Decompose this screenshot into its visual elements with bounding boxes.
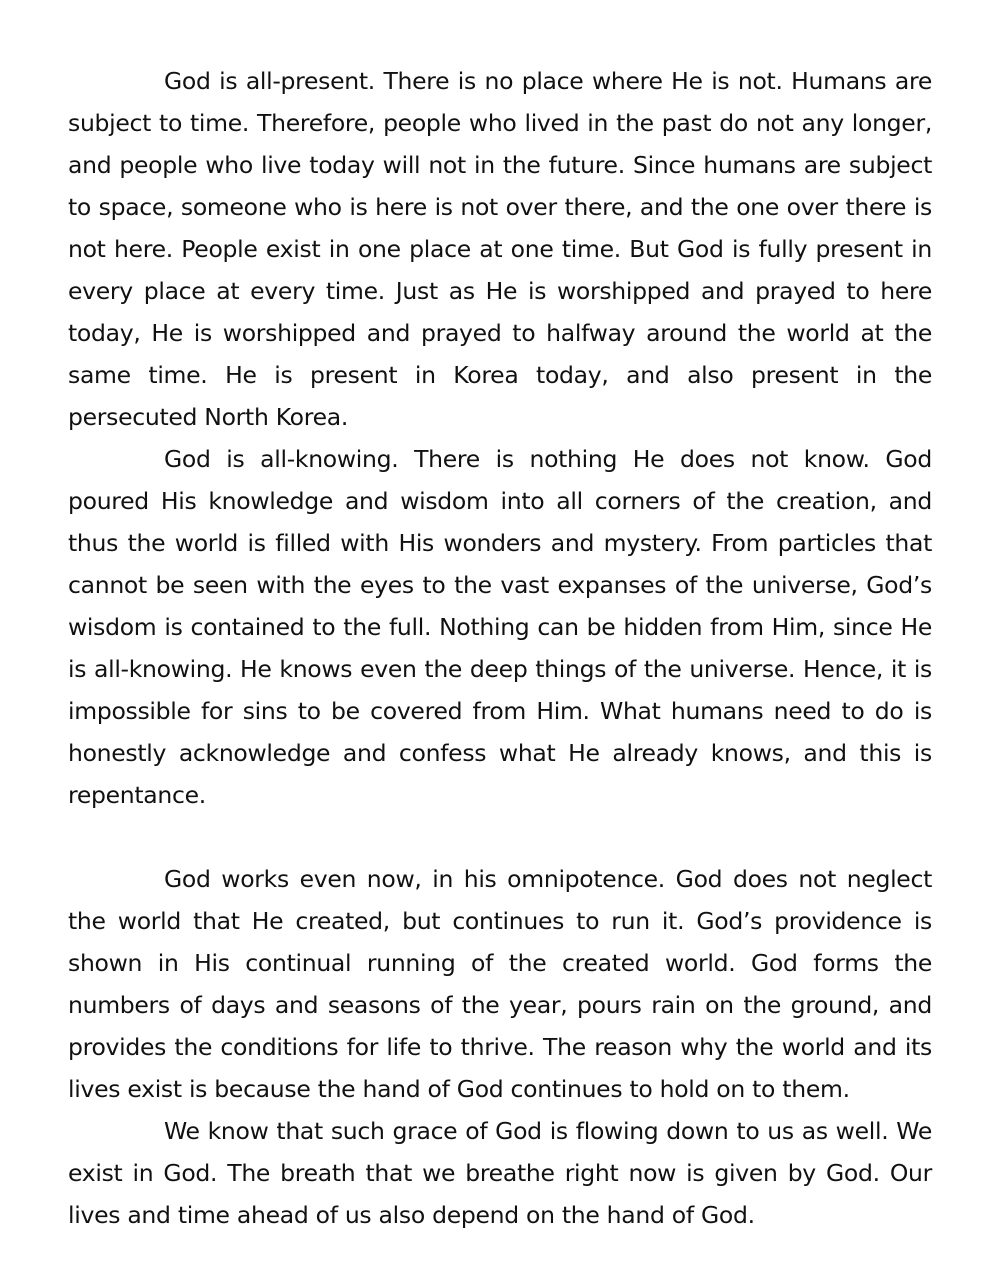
- paragraph-omnipotence: God works even now, in his omnipotence. God does not neglect the world that He created, but continues to run it. God’s providence is shown in His continual running of the created world. God forms the numbers of days and seasons of the year, pours rain on the ground, and provides the conditions for life to thrive. The reason why the world and its lives exist is because the hand of God continues to hold on to them.: [68, 865, 932, 1103]
- paragraph-all-knowing: God is all-knowing. There is nothing He does not know. God poured His knowledge and wisdom into all corners of the creation, and thus the world is filled with His wonders and mystery. From particles that cannot be seen with the eyes to the vast expanses of the universe, God’s wisdom is contained to the full. Nothing can be hidden from Him, since He is all-knowing. He knows even the deep things of the universe. Hence, it is impossible for sins to be covered from Him. What humans need to do is honestly acknowledge and confess what He already knows, and this is repentance.: [68, 445, 932, 809]
- paragraph-all-present: God is all-present. There is no place where He is not. Humans are subject to time. Therefore, people who lived in the past do not any longer, and people who live today will not in the future. Since humans are subject to space, someone who is here is not over there, and the one over there is not here. People exist in one place at one time. But God is fully present in every place at every time. Just as He is worshipped and prayed to here today, He is worshipped and prayed to halfway around the world at the same time. He is present in Korea today, and also present in the persecuted North Korea.: [68, 67, 932, 431]
- document-page: [68, 60, 932, 1236]
- paragraph-grace: We know that such grace of God is flowing down to us as well. We exist in God. The breath that we breathe right now is given by God. Our lives and time ahead of us also depend on the hand of God.: [68, 1117, 932, 1229]
